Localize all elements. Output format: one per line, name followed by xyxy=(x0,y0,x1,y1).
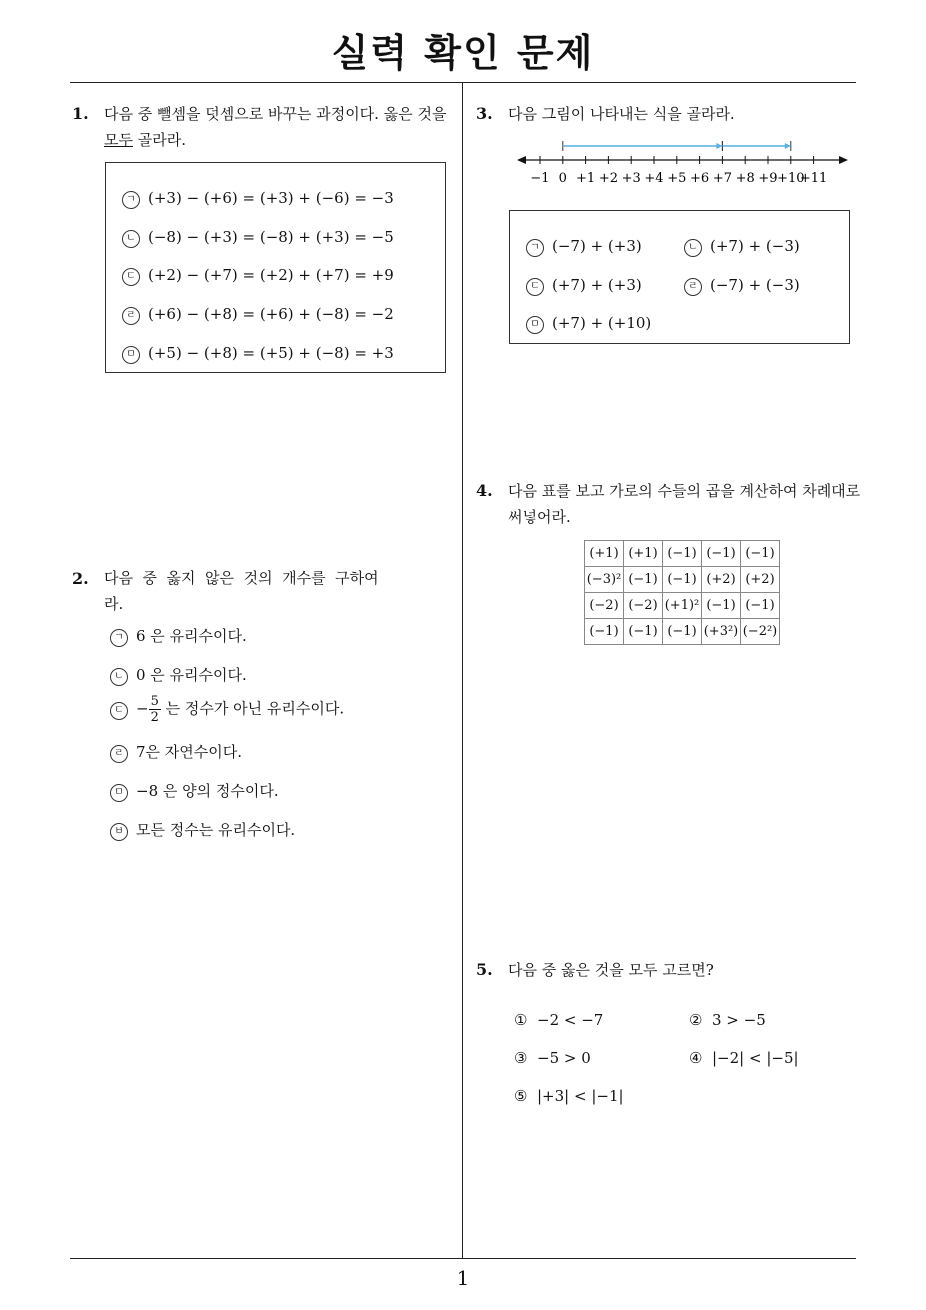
q4-text-line1: 다음 표를 보고 가로의 수들의 곱을 계산하여 차례대로 xyxy=(508,482,861,500)
q1-text-line1: 다음 중 뺄셈을 덧셈으로 바꾸는 과정이다. 옳은 것을 xyxy=(104,105,447,123)
q3-item xyxy=(526,276,642,296)
q5-choice xyxy=(514,1049,591,1067)
table-cell: (−1) xyxy=(663,567,702,593)
table-cell: (+2) xyxy=(741,567,780,593)
q2-text xyxy=(104,565,456,617)
circled-marker: ㄷ xyxy=(526,278,544,296)
q2-item xyxy=(110,819,295,841)
q1-choice-box xyxy=(105,162,446,373)
table-cell: (−2²) xyxy=(741,619,780,645)
q2-item-text: −8 은 양의 정수이다. xyxy=(136,782,279,800)
number-line-tick-label: +8 xyxy=(735,171,755,186)
circled-marker: ㄹ xyxy=(684,278,702,296)
q1-item xyxy=(122,266,394,286)
table-row xyxy=(585,567,780,593)
q2-item xyxy=(110,664,247,686)
number-line-tick-label: 0 xyxy=(558,171,567,186)
q3-text: 다음 그림이 나타내는 식을 골라라. xyxy=(508,105,735,123)
q5-number: 5. xyxy=(476,960,493,979)
q2-item-text: 7은 자연수이다. xyxy=(136,743,243,761)
q5-choice-text: −5 > 0 xyxy=(537,1049,591,1067)
q2-item-text: 0 은 유리수이다. xyxy=(136,666,247,684)
circled-marker: ㅁ xyxy=(526,316,544,334)
q5-choice-text: −2 < −7 xyxy=(537,1011,604,1029)
circled-marker: ㄹ xyxy=(122,307,140,325)
choice-marker: ⑤ xyxy=(514,1087,528,1105)
q5-choice-text: |−2| < |−5| xyxy=(712,1049,799,1067)
q5-choice xyxy=(514,1087,624,1105)
q5-choice-text: |+3| < |−1| xyxy=(537,1087,624,1105)
table-cell: (−1) xyxy=(624,567,663,593)
displacement-arrowhead xyxy=(785,143,791,149)
circled-marker: ㄱ xyxy=(122,191,140,209)
table-cell: (+2) xyxy=(702,567,741,593)
table-cell: (−2) xyxy=(585,593,624,619)
table-row xyxy=(585,541,780,567)
number-line-tick-label: +6 xyxy=(690,171,710,186)
q1-item-text: (+6) − (+8) = (+6) + (−8) = −2 xyxy=(148,305,394,323)
q5-choice xyxy=(514,1011,603,1029)
column-divider xyxy=(462,83,463,1258)
number-line-tick-label: −1 xyxy=(530,171,550,186)
q3-item-text: (+7) + (−3) xyxy=(710,237,800,255)
table-cell: (−1) xyxy=(741,541,780,567)
circled-marker: ㄷ xyxy=(122,268,140,286)
number-line xyxy=(515,132,850,190)
axis-arrow-left xyxy=(517,156,526,164)
q1-number: 1. xyxy=(72,104,89,123)
page-number: 1 xyxy=(456,1266,470,1290)
q3-item xyxy=(526,237,642,257)
q4-text-line2: 써넣어라. xyxy=(508,508,571,526)
q1-item xyxy=(122,305,394,325)
q4-number: 4. xyxy=(476,481,493,500)
q1-item-text: (−8) − (+3) = (−8) + (+3) = −5 xyxy=(148,228,394,246)
number-line-tick-label: +7 xyxy=(712,171,732,186)
q3-item-text: (+7) + (+10) xyxy=(552,314,652,332)
choice-marker: ④ xyxy=(689,1049,703,1067)
number-line-tick-label: +3 xyxy=(621,171,641,186)
table-cell: (−1) xyxy=(702,541,741,567)
table-cell: (−1) xyxy=(624,619,663,645)
page-title: 실력 확인 문제 xyxy=(331,31,595,75)
q1-text xyxy=(104,101,456,153)
q1-text-line2: 골라라. xyxy=(132,131,186,149)
number-line-tick-label: +5 xyxy=(667,171,687,186)
table-cell: (−1) xyxy=(741,593,780,619)
table-cell: (+1) xyxy=(585,541,624,567)
number-line-tick-label: +10 xyxy=(777,171,805,186)
q2-item xyxy=(110,780,279,802)
q1-item xyxy=(122,228,394,248)
q2-item-text: 모든 정수는 유리수이다. xyxy=(136,821,296,839)
axis-arrow-right xyxy=(839,156,848,164)
q5-text: 다음 중 옳은 것을 모두 고르면? xyxy=(508,961,714,979)
q3-number: 3. xyxy=(476,104,493,123)
fraction-denominator: 2 xyxy=(150,710,159,725)
minus-sign: − xyxy=(136,699,149,718)
circled-marker: ㅂ xyxy=(110,823,128,841)
circled-marker: ㅁ xyxy=(122,346,140,364)
q3-item xyxy=(684,237,800,257)
table-cell: (−1) xyxy=(585,619,624,645)
q2-item-text: 6 은 유리수이다. xyxy=(136,627,247,645)
q2-text-line2: 라. xyxy=(104,595,124,613)
circled-marker: ㄴ xyxy=(110,668,128,686)
table-cell: (−1) xyxy=(663,619,702,645)
circled-marker: ㄴ xyxy=(684,239,702,257)
q1-item-text: (+5) − (+8) = (+5) + (−8) = +3 xyxy=(148,344,394,362)
q4-text xyxy=(508,478,868,530)
q2-item xyxy=(110,694,344,725)
q3-item-text: (+7) + (+3) xyxy=(552,276,642,294)
q3-item xyxy=(526,314,651,334)
q2-item xyxy=(110,625,247,647)
choice-marker: ① xyxy=(514,1011,528,1029)
number-line-tick-label: +1 xyxy=(576,171,596,186)
choice-marker: ② xyxy=(689,1011,703,1029)
table-cell: (−1) xyxy=(702,593,741,619)
q3-item-text: (−7) + (−3) xyxy=(710,276,800,294)
q1-underlined-word: 모두 xyxy=(104,131,133,149)
table-cell: (+3²) xyxy=(702,619,741,645)
q1-item xyxy=(122,344,394,364)
choice-marker: ③ xyxy=(514,1049,528,1067)
q3-item xyxy=(684,276,800,296)
circled-marker: ㄴ xyxy=(122,230,140,248)
table-cell: (−2) xyxy=(624,593,663,619)
q4-table xyxy=(584,540,780,645)
number-line-tick-label: +9 xyxy=(758,171,778,186)
circled-marker: ㄷ xyxy=(110,702,128,720)
q2-item xyxy=(110,741,242,763)
table-cell: (+1) xyxy=(624,541,663,567)
circled-marker: ㅁ xyxy=(110,784,128,802)
number-line-tick-label: +4 xyxy=(644,171,664,186)
table-row xyxy=(585,593,780,619)
q2-number: 2. xyxy=(72,569,89,588)
fraction xyxy=(149,694,161,725)
q3-item-text: (−7) + (+3) xyxy=(552,237,642,255)
table-cell: (+1)² xyxy=(663,593,702,619)
q5-choice xyxy=(689,1011,766,1029)
q3-choice-box xyxy=(509,210,850,344)
q1-item xyxy=(122,189,394,209)
q2-item-text: 는 정수가 아닌 유리수이다. xyxy=(160,699,345,718)
number-line-tick-label: +11 xyxy=(799,171,828,186)
circled-marker: ㄱ xyxy=(110,629,128,647)
displacement-arrowhead xyxy=(716,143,722,149)
table-cell: (−1) xyxy=(663,541,702,567)
q2-text-line1: 다음 중 옳지 않은 것의 개수를 구하여 xyxy=(104,569,379,587)
q5-choice xyxy=(689,1049,799,1067)
table-row xyxy=(585,619,780,645)
q5-choice-text: 3 > −5 xyxy=(712,1011,766,1029)
table-cell: (−3)² xyxy=(585,567,624,593)
circled-marker: ㄹ xyxy=(110,745,128,763)
q1-item-text: (+3) − (+6) = (+3) + (−6) = −3 xyxy=(148,189,394,207)
circled-marker: ㄱ xyxy=(526,239,544,257)
q1-item-text: (+2) − (+7) = (+2) + (+7) = +9 xyxy=(148,266,394,284)
top-divider xyxy=(70,82,856,83)
fraction-numerator: 5 xyxy=(150,694,159,709)
bottom-divider xyxy=(70,1258,856,1259)
number-line-tick-label: +2 xyxy=(598,171,618,186)
